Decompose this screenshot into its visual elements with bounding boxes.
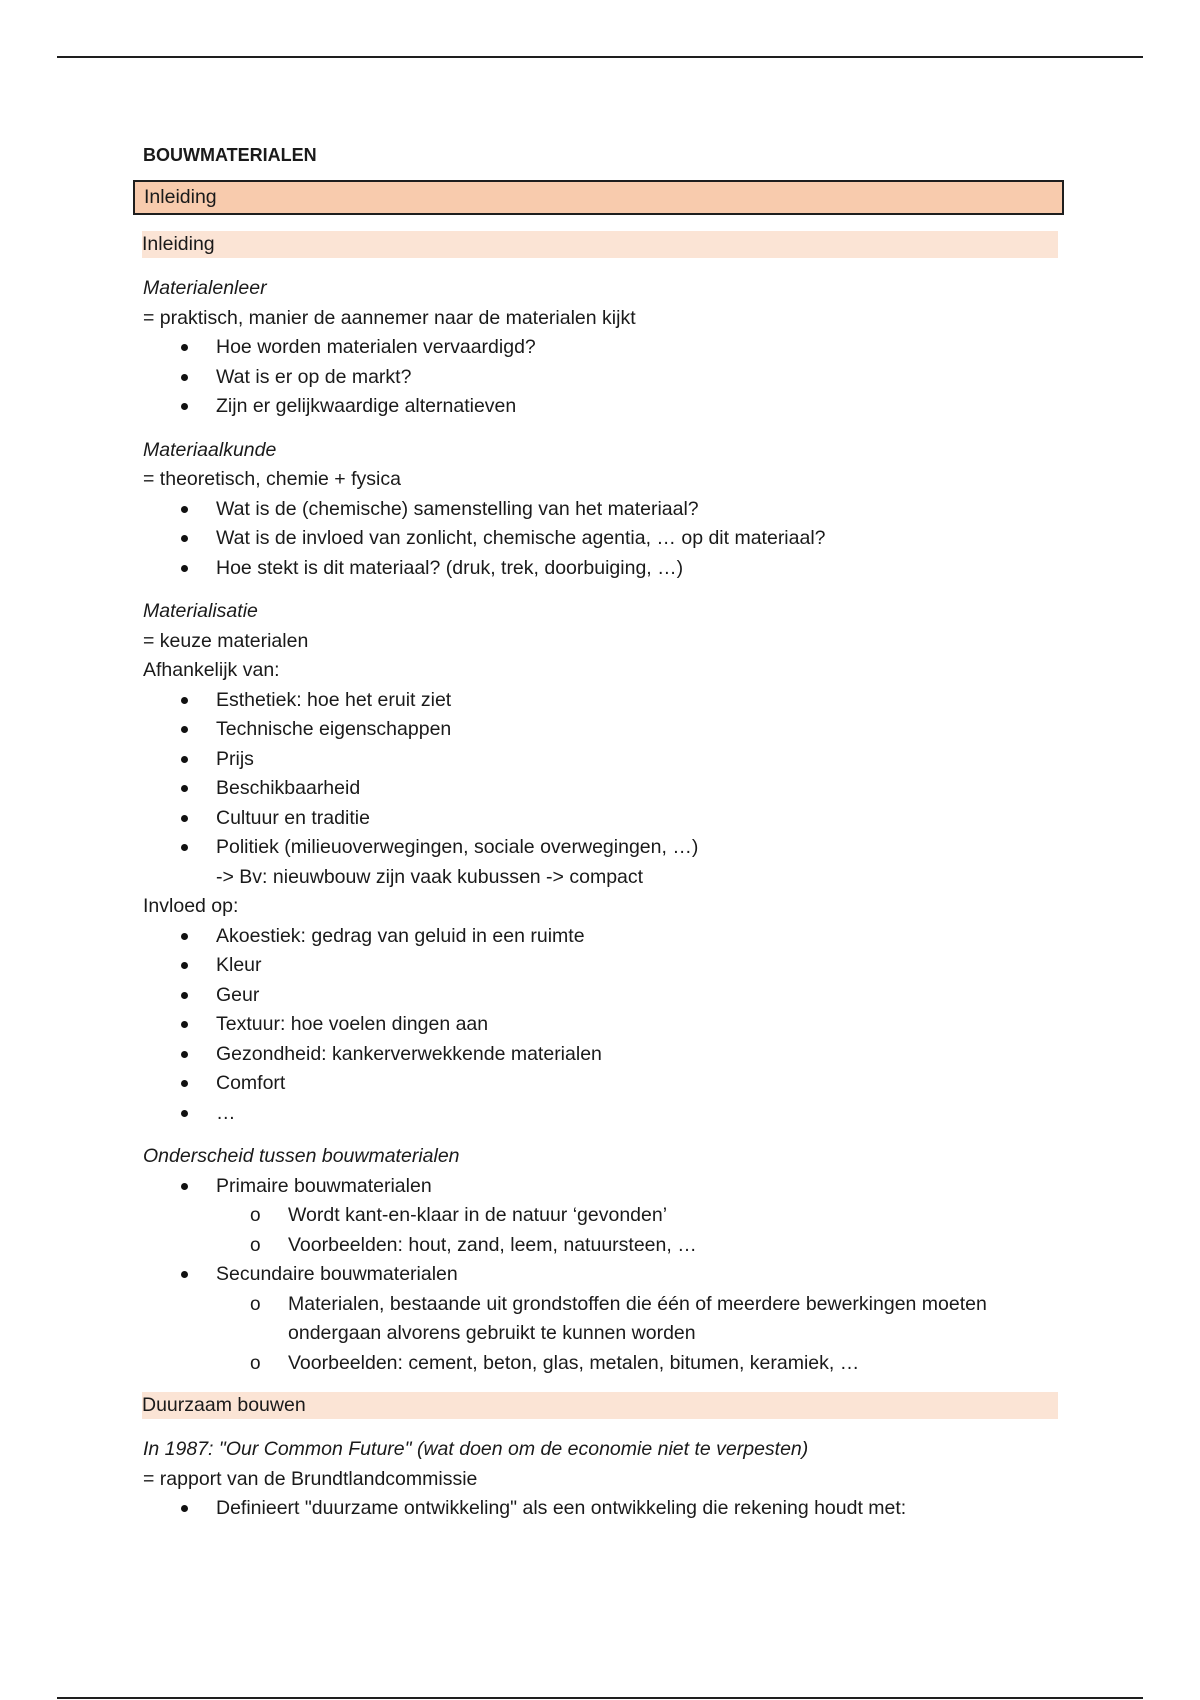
- heading-2-inleiding: Inleiding: [142, 231, 1058, 258]
- bullet-list-invloed: [143, 922, 1063, 1129]
- definition-materialenleer: = praktisch, manier de aannemer naar de materialen kijkt: [143, 306, 636, 329]
- list-item: Akoestiek: gedrag van geluid in een ruimte: [143, 922, 1063, 952]
- list-item: Hoe stekt is dit materiaal? (druk, trek, doorbuiging, …): [143, 554, 1063, 584]
- bullet-list-afhankelijk: [143, 686, 1063, 863]
- document-title: BOUWMATERIALEN: [143, 145, 317, 165]
- list-item: Beschikbaarheid: [143, 774, 1063, 804]
- list-item: Comfort: [143, 1069, 1063, 1099]
- top-rule: [57, 56, 1143, 58]
- heading-1-inleiding: Inleiding: [133, 180, 1064, 215]
- politiek-note: -> Bv: nieuwbouw zijn vaak kubussen -> compact: [216, 865, 644, 888]
- list-item: Gezondheid: kankerverwekkende materialen: [143, 1040, 1063, 1070]
- list-item: Kleur: [143, 951, 1063, 981]
- bottom-rule: [57, 1697, 1143, 1699]
- list-item: Prijs: [143, 745, 1063, 775]
- list-item: Definieert "duurzame ontwikkeling" als een ontwikkeling die rekening houdt met:: [143, 1494, 1063, 1524]
- sub-list-item: o Wordt kant-en-klaar in de natuur ‘gevonden’: [216, 1201, 1063, 1231]
- list-item: Esthetiek: hoe het eruit ziet: [143, 686, 1063, 716]
- list-item: Cultuur en traditie: [143, 804, 1063, 834]
- list-item: Secundaire bouwmaterialen o Materialen, bestaande uit grondstoffen die één of meerdere bewerkingen moeten ondergaan alvorens gebruikt te kunnen worden o Voorbeelden: cement, beton, glas, metalen, bitumen, keramiek, …: [143, 1260, 1063, 1378]
- sub-list-item: o Voorbeelden: cement, beton, glas, metalen, bitumen, keramiek, …: [216, 1349, 1063, 1379]
- list-item: Politiek (milieuoverwegingen, sociale overwegingen, …): [143, 833, 1063, 863]
- sub-list-item: o Voorbeelden: hout, zand, leem, natuursteen, …: [216, 1231, 1063, 1261]
- list-item: Wat is de (chemische) samenstelling van het materiaal?: [143, 495, 1063, 525]
- section-title-materiaalkunde: Materiaalkunde: [143, 438, 277, 461]
- list-item: Wat is de invloed van zonlicht, chemische agentia, … op dit materiaal?: [143, 524, 1063, 554]
- sub-list-item: o Materialen, bestaande uit grondstoffen die één of meerdere bewerkingen moeten ondergaan alvorens gebruikt te kunnen worden: [216, 1290, 1063, 1349]
- list-item: Hoe worden materialen vervaardigd?: [143, 333, 1063, 363]
- heading-2-duurzaam-bouwen: Duurzaam bouwen: [142, 1392, 1058, 1419]
- definition-materiaalkunde: = theoretisch, chemie + fysica: [143, 468, 401, 490]
- list-item: Geur: [143, 981, 1063, 1011]
- list-item: Primaire bouwmaterialen o Wordt kant-en-klaar in de natuur ‘gevonden’ o Voorbeelden: hout, zand, leem, natuursteen, …: [143, 1172, 1063, 1261]
- bullet-list-onderscheid: [143, 1172, 1063, 1379]
- list-item: Technische eigenschappen: [143, 715, 1063, 745]
- list-item: …: [143, 1099, 1063, 1129]
- afhankelijk-label: Afhankelijk van:: [143, 659, 280, 681]
- section-title-materialisatie: Materialisatie: [143, 600, 258, 622]
- sub-list-secundair: [216, 1290, 1063, 1379]
- duurzaam-intro: In 1987: "Our Common Future" (wat doen om de economie niet te verpesten): [143, 1438, 809, 1460]
- sub-list-primair: [216, 1201, 1063, 1260]
- section-title-materialenleer: Materialenleer: [143, 277, 267, 299]
- duurzaam-rapport: = rapport van de Brundtlandcommissie: [143, 1467, 478, 1490]
- document-body: [143, 140, 1063, 1524]
- list-item: Zijn er gelijkwaardige alternatieven: [143, 392, 1063, 422]
- list-item: Textuur: hoe voelen dingen aan: [143, 1010, 1063, 1040]
- bullet-list-duurzaam: [143, 1494, 1063, 1524]
- definition-materialisatie: = keuze materialen: [143, 629, 309, 652]
- bullet-list-materialenleer: [143, 333, 1063, 422]
- section-title-onderscheid: Onderscheid tussen bouwmaterialen: [143, 1145, 460, 1167]
- invloed-label: Invloed op:: [143, 895, 239, 917]
- list-item: Wat is er op de markt?: [143, 363, 1063, 393]
- bullet-list-materiaalkunde: [143, 495, 1063, 584]
